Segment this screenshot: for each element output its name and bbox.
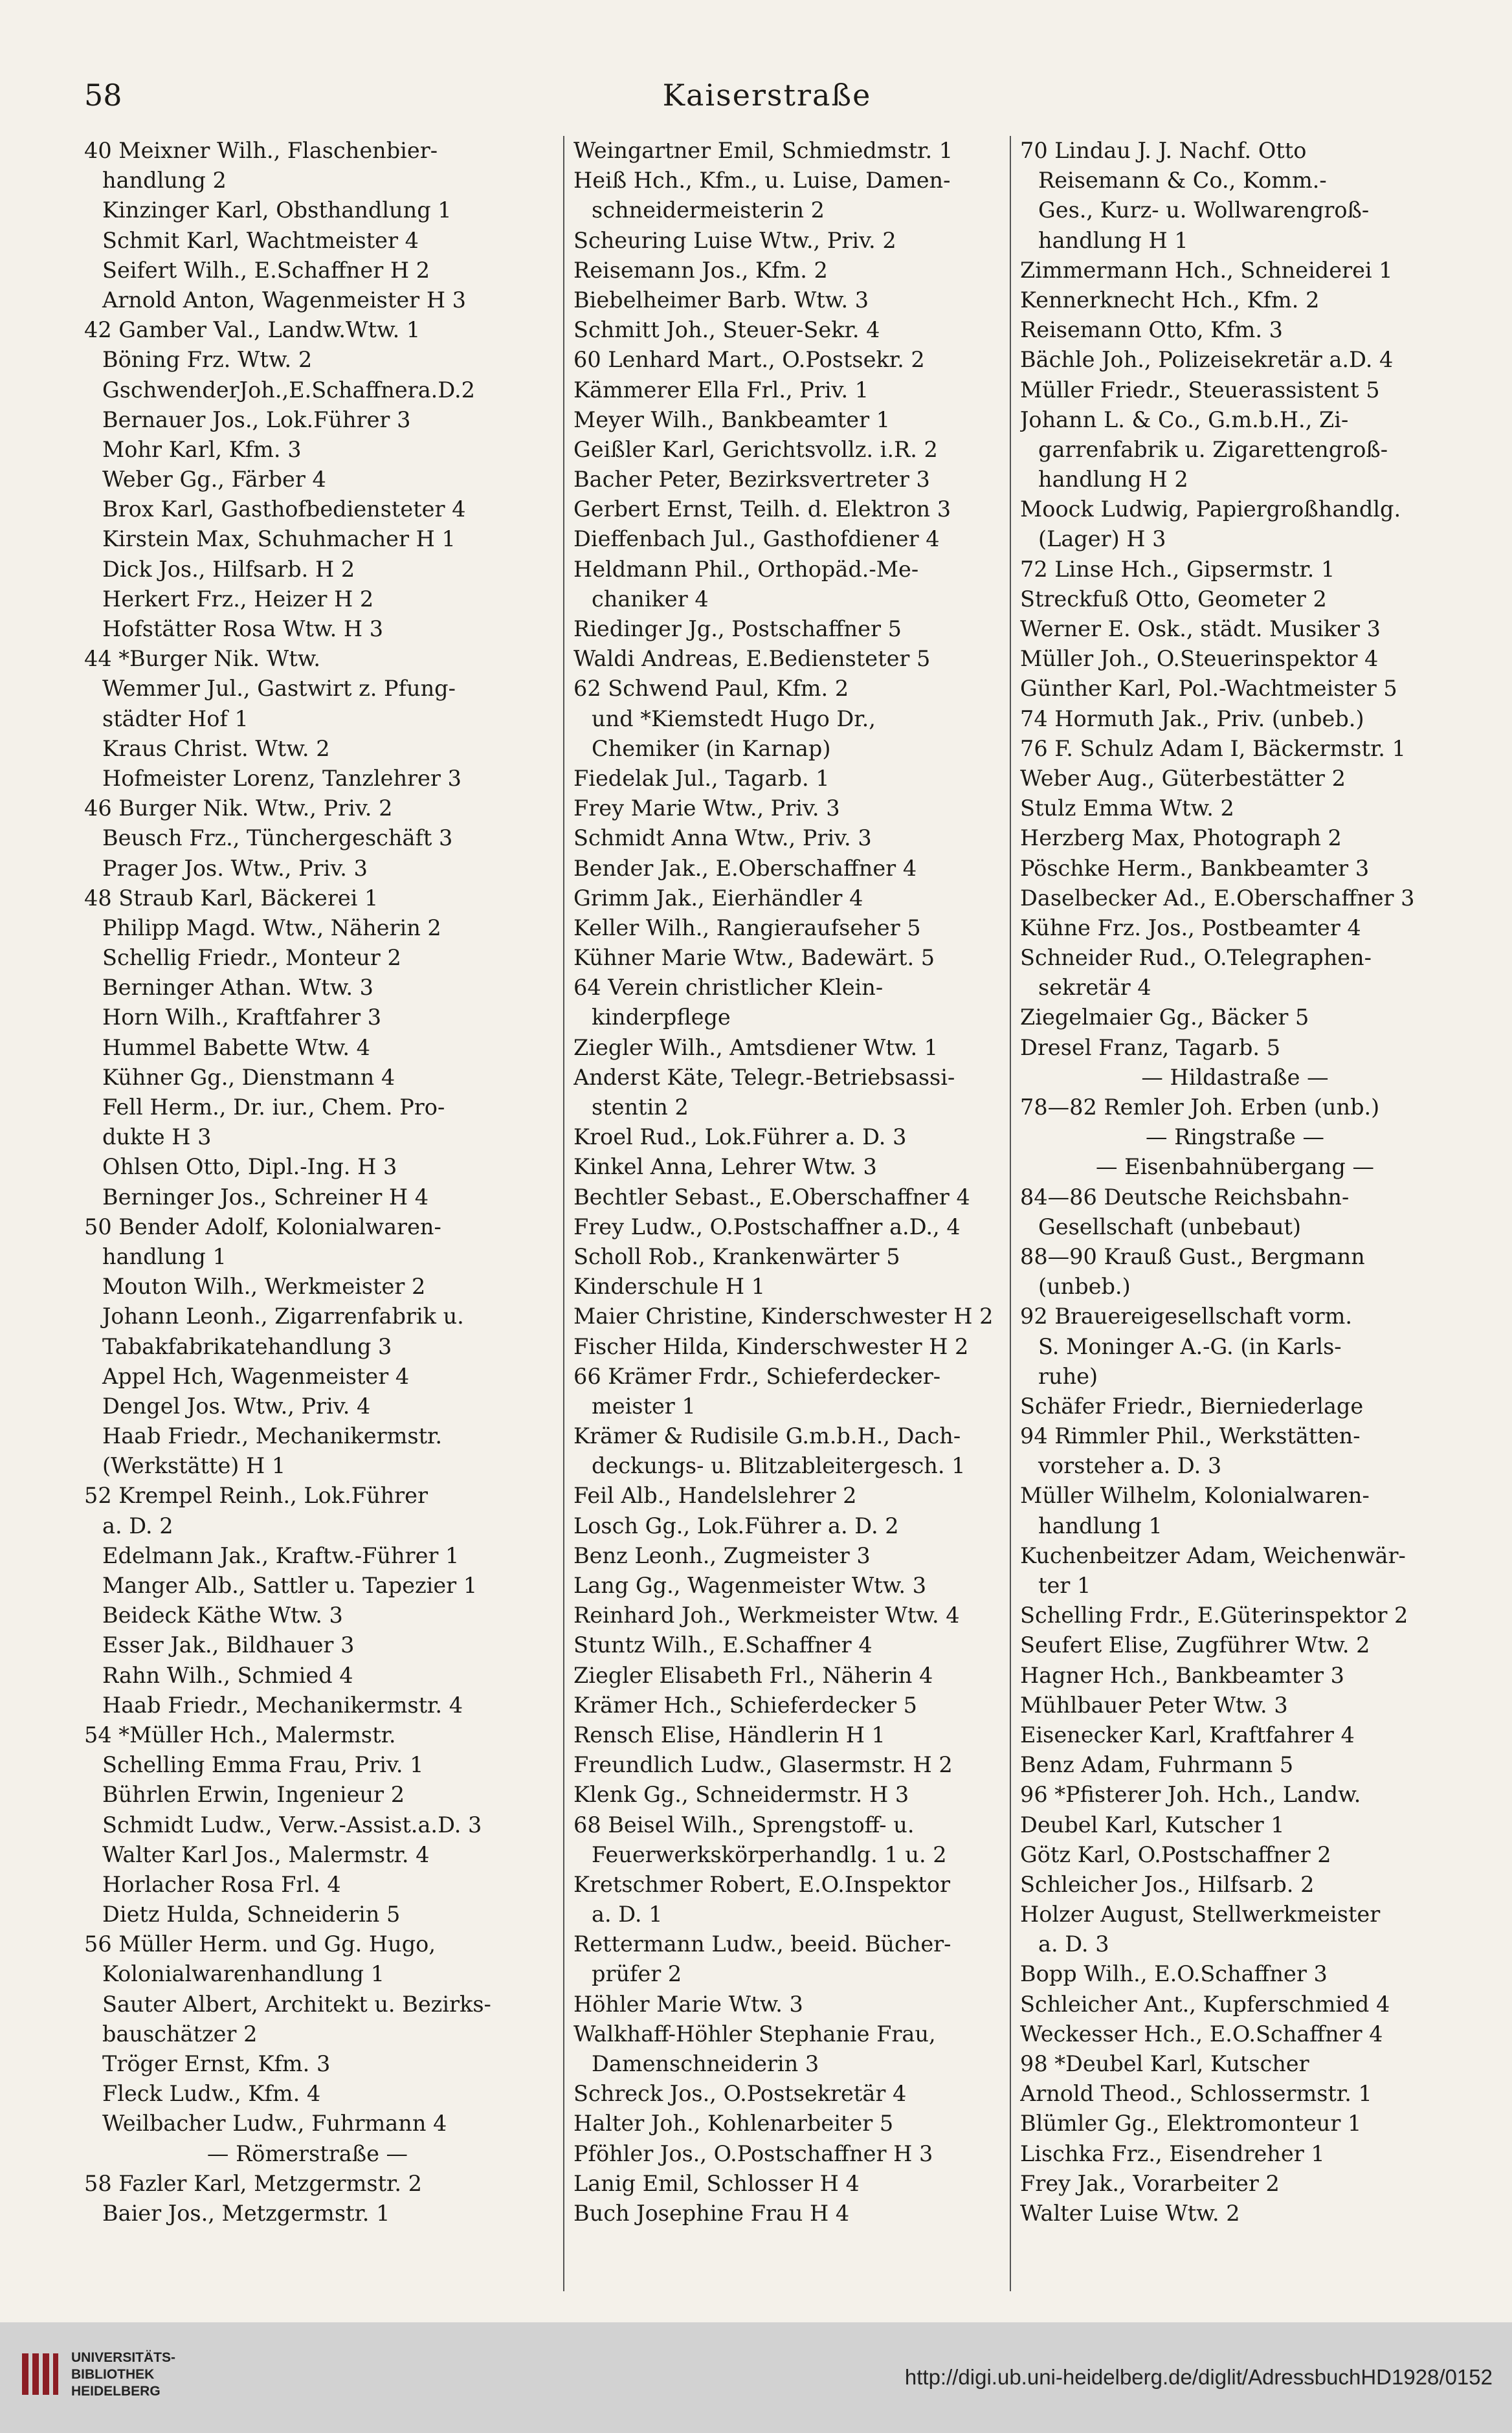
directory-entry: Müller Friedr., Steuerassistent 5	[1020, 377, 1380, 403]
directory-entry: Bührlen Erwin, Ingenieur 2	[102, 1782, 405, 1808]
directory-entry: 94 Rimmler Phil., Werkstätten-	[1020, 1423, 1361, 1449]
directory-entry: 64 Verein christlicher Klein-	[573, 975, 884, 1001]
directory-entry: Feuerwerkskörperhandlg. 1 u. 2	[592, 1841, 947, 1867]
directory-entry: 42 Gamber Val., Landw.Wtw. 1	[84, 317, 421, 343]
directory-entry: Haab Friedr., Mechanikermstr. 4	[102, 1692, 463, 1718]
directory-entry: Zimmermann Hch., Schneiderei 1	[1020, 257, 1393, 283]
directory-entry: Brox Karl, Gasthofbediensteter 4	[102, 496, 466, 522]
directory-entry: Krämer & Rudisile G.m.b.H., Dach-	[573, 1423, 961, 1449]
directory-entry: — Römerstraße —	[206, 2140, 408, 2166]
directory-entry: Kroel Rud., Lok.Führer a. D. 3	[573, 1124, 907, 1150]
directory-entry: Lischka Frz., Eisendreher 1	[1020, 2140, 1325, 2166]
directory-entry: Krämer Hch., Schieferdecker 5	[573, 1692, 917, 1718]
directory-entry: Müller Wilhelm, Kolonialwaren-	[1020, 1483, 1370, 1509]
directory-entry: 78—82 Remler Joh. Erben (unb.)	[1020, 1094, 1380, 1120]
directory-entry: Schelling Frdr., E.Güterinspektor 2	[1020, 1603, 1408, 1628]
running-head: Kaiserstraße	[662, 78, 872, 113]
directory-entry: Halter Joh., Kohlenarbeiter 5	[573, 2111, 894, 2137]
directory-entry: Schleicher Ant., Kupferschmied 4	[1020, 1991, 1390, 2017]
directory-entry: garrenfabrik u. Zigarettengroß-	[1038, 436, 1388, 462]
directory-entry: 96 *Pfisterer Joh. Hch., Landw.	[1020, 1782, 1361, 1808]
directory-entry: handlung 1	[102, 1243, 227, 1269]
column-2	[563, 136, 1010, 2291]
directory-entry: Haab Friedr., Mechanikermstr.	[102, 1423, 443, 1449]
directory-entry: Kühner Marie Wtw., Badewärt. 5	[573, 945, 935, 971]
directory-entry: Holzer August, Stellwerkmeister	[1020, 1902, 1381, 1928]
directory-entry: bauschätzer 2	[102, 2021, 258, 2047]
directory-entry: Lanig Emil, Schlosser H 4	[573, 2170, 860, 2196]
directory-entry: Reinhard Joh., Werkmeister Wtw. 4	[573, 1603, 960, 1628]
directory-entry: Frey Jak., Vorarbeiter 2	[1020, 2170, 1280, 2196]
directory-entry: Bechtler Sebast., E.Oberschaffner 4	[573, 1184, 970, 1210]
directory-entry: vorsteher a. D. 3	[1038, 1453, 1222, 1479]
directory-entry: handlung H 2	[1038, 467, 1188, 493]
column-1	[84, 136, 531, 2291]
directory-entry: Horn Wilh., Kraftfahrer 3	[102, 1005, 382, 1030]
directory-entry: Müller Joh., O.Steuerinspektor 4	[1020, 646, 1379, 672]
directory-entry: Kirstein Max, Schuhmacher H 1	[102, 526, 456, 552]
page-number: 58	[84, 78, 122, 113]
directory-entry: 84—86 Deutsche Reichsbahn-	[1020, 1184, 1350, 1210]
directory-entry: Johann Leonh., Zigarrenfabrik u.	[102, 1304, 464, 1329]
directory-entry: Hagner Hch., Bankbeamter 3	[1020, 1662, 1344, 1688]
directory-entry: 52 Krempel Reinh., Lok.Führer	[84, 1483, 428, 1509]
directory-entry: städter Hof 1	[102, 705, 249, 731]
directory-entry: a. D. 1	[592, 1902, 663, 1928]
directory-entry: Ziegelmaier Gg., Bäcker 5	[1020, 1005, 1309, 1030]
directory-entry: Dengel Jos. Wtw., Priv. 4	[102, 1393, 371, 1419]
directory-entry: Schleicher Jos., Hilfsarb. 2	[1020, 1871, 1315, 1897]
directory-entry: Kennerknecht Hch., Kfm. 2	[1020, 287, 1320, 313]
directory-entry: a. D. 3	[1038, 1931, 1109, 1957]
directory-entry: Mohr Karl, Kfm. 3	[102, 436, 302, 462]
directory-entry: Daselbecker Ad., E.Oberschaffner 3	[1020, 885, 1415, 911]
directory-entry: Kühne Frz. Jos., Postbeamter 4	[1020, 915, 1361, 940]
directory-entry: Schmidt Anna Wtw., Priv. 3	[573, 825, 872, 851]
directory-entry: Stuntz Wilh., E.Schaffner 4	[573, 1632, 873, 1658]
directory-entry: Keller Wilh., Rangieraufseher 5	[573, 915, 921, 940]
directory-entry: Bernauer Jos., Lok.Führer 3	[102, 406, 411, 432]
directory-entry: Kämmerer Ella Frl., Priv. 1	[573, 377, 869, 403]
directory-entry: Kinzinger Karl, Obsthandlung 1	[102, 197, 452, 223]
directory-entry: Mühlbauer Peter Wtw. 3	[1020, 1692, 1288, 1718]
directory-entry: Dieffenbach Jul., Gasthofdiener 4	[573, 526, 940, 552]
directory-entry: Anderst Käte, Telegr.-Betriebsassi-	[573, 1064, 955, 1090]
directory-entry: 44 *Burger Nik. Wtw.	[84, 646, 321, 672]
directory-entry: Geißler Karl, Gerichtsvollz. i.R. 2	[573, 436, 938, 462]
directory-entry: 72 Linse Hch., Gipsermstr. 1	[1020, 556, 1335, 582]
directory-entry: deckungs- u. Blitzableitergesch. 1	[592, 1453, 966, 1479]
directory-entry: — Ringstraße —	[1145, 1124, 1325, 1150]
directory-entry: Blümler Gg., Elektromonteur 1	[1020, 2111, 1362, 2137]
directory-entry: Götz Karl, O.Postschaffner 2	[1020, 1841, 1331, 1867]
directory-entry: sekretär 4	[1038, 975, 1151, 1001]
directory-entry: Riedinger Jg., Postschaffner 5	[573, 616, 902, 641]
directory-entry: Herkert Frz., Heizer H 2	[102, 586, 374, 612]
directory-entry: Kinkel Anna, Lehrer Wtw. 3	[573, 1154, 877, 1180]
directory-entry: stentin 2	[592, 1094, 689, 1120]
directory-entry: Schmitt Joh., Steuer-Sekr. 4	[573, 317, 880, 343]
directory-entry: 98 *Deubel Karl, Kutscher	[1020, 2051, 1309, 2076]
directory-entry: Maier Christine, Kinderschwester H 2	[573, 1304, 994, 1329]
directory-entry: 92 Brauereigesellschaft vorm.	[1020, 1304, 1353, 1329]
directory-entry: schneidermeisterin 2	[592, 197, 825, 223]
directory-entry: 60 Lenhard Mart., O.Postsekr. 2	[573, 347, 925, 373]
directory-entry: Appel Hch, Wagenmeister 4	[102, 1363, 410, 1389]
directory-entry: Fleck Ludw., Kfm. 4	[102, 2081, 321, 2107]
directory-entry: 76 F. Schulz Adam I, Bäckermstr. 1	[1020, 735, 1406, 761]
directory-entry: Manger Alb., Sattler u. Tapezier 1	[102, 1573, 478, 1598]
directory-entry: Streckfuß Otto, Geometer 2	[1020, 586, 1327, 612]
directory-entry: prüfer 2	[592, 1961, 682, 1987]
directory-entry: 40 Meixner Wilh., Flaschenbier-	[84, 138, 438, 163]
directory-entry: Benz Adam, Fuhrmann 5	[1020, 1752, 1294, 1778]
directory-entry: Walter Karl Jos., Malermstr. 4	[102, 1841, 430, 1867]
directory-entry: chaniker 4	[592, 586, 709, 612]
directory-entry: 58 Fazler Karl, Metzgermstr. 2	[84, 2170, 422, 2196]
directory-entry: Weilbacher Ludw., Fuhrmann 4	[102, 2111, 447, 2137]
directory-entry: Gerbert Ernst, Teilh. d. Elektron 3	[573, 496, 951, 522]
directory-entry: 50 Bender Adolf, Kolonialwaren-	[84, 1214, 441, 1239]
directory-entry: Höhler Marie Wtw. 3	[573, 1991, 803, 2017]
directory-entry: Bächle Joh., Polizeisekretär a.D. 4	[1020, 347, 1394, 373]
directory-entry: Gesellschaft (unbebaut)	[1038, 1214, 1302, 1239]
directory-entry: Pföhler Jos., O.Postschaffner H 3	[573, 2140, 933, 2166]
directory-entry: Biebelheimer Barb. Wtw. 3	[573, 287, 869, 313]
library-name-line: BIBLIOTHEK	[71, 2367, 155, 2382]
directory-entry: Hummel Babette Wtw. 4	[102, 1034, 370, 1060]
directory-entry: Wemmer Jul., Gastwirt z. Pfung-	[102, 676, 456, 702]
directory-entry: ruhe)	[1038, 1363, 1098, 1389]
directory-entry: Kühner Gg., Dienstmann 4	[102, 1064, 395, 1090]
directory-entry: Reisemann Otto, Kfm. 3	[1020, 317, 1283, 343]
directory-entry: Tröger Ernst, Kfm. 3	[102, 2051, 331, 2076]
directory-entry: ter 1	[1038, 1573, 1091, 1598]
directory-entry: Rettermann Ludw., beeid. Bücher-	[573, 1931, 951, 1957]
footer-bar	[0, 2322, 1512, 2433]
directory-columns	[84, 136, 1450, 2291]
directory-entry: Prager Jos. Wtw., Priv. 3	[102, 855, 368, 881]
directory-entry: Böning Frz. Wtw. 2	[102, 347, 313, 373]
directory-entry: Arnold Theod., Schlossermstr. 1	[1020, 2081, 1372, 2107]
directory-entry: Schmidt Ludw., Verw.-Assist.a.D. 3	[102, 1812, 482, 1838]
directory-entry: Horlacher Rosa Frl. 4	[102, 1871, 341, 1897]
directory-entry: Weingartner Emil, Schmiedmstr. 1	[573, 138, 953, 163]
directory-entry: S. Moninger A.-G. (in Karls-	[1038, 1333, 1342, 1359]
directory-entry: Schäfer Friedr., Bierniederlage	[1020, 1393, 1364, 1419]
directory-entry: Bacher Peter, Bezirksvertreter 3	[573, 467, 930, 493]
directory-entry: (Lager) H 3	[1038, 526, 1166, 552]
source-link[interactable]: http://digi.ub.uni-heidelberg.de/diglit/AdressbuchHD1928/0152	[904, 2365, 1493, 2389]
directory-entry: — Eisenbahnübergang —	[1096, 1154, 1374, 1180]
directory-entry: Beideck Käthe Wtw. 3	[102, 1603, 343, 1628]
directory-entry: Deubel Karl, Kutscher 1	[1020, 1812, 1285, 1838]
directory-entry: Reisemann & Co., Komm.-	[1038, 168, 1327, 194]
directory-entry: Bopp Wilh., E.O.Schaffner 3	[1020, 1961, 1328, 1987]
directory-entry: Scholl Rob., Krankenwärter 5	[573, 1243, 900, 1269]
directory-entry: Waldi Andreas, E.Bediensteter 5	[573, 646, 931, 672]
directory-entry: Esser Jak., Bildhauer 3	[102, 1632, 355, 1658]
directory-entry: Werner E. Osk., städt. Musiker 3	[1020, 616, 1381, 641]
directory-entry: 66 Krämer Frdr., Schieferdecker-	[573, 1363, 941, 1389]
directory-entry: 56 Müller Herm. und Gg. Hugo,	[84, 1931, 436, 1957]
directory-entry: Bender Jak., E.Oberschaffner 4	[573, 855, 917, 881]
directory-entry: Lang Gg., Wagenmeister Wtw. 3	[573, 1573, 927, 1598]
directory-entry: Scheuring Luise Wtw., Priv. 2	[573, 227, 896, 253]
directory-entry: Grimm Jak., Eierhändler 4	[573, 885, 863, 911]
directory-entry: Seifert Wilh., E.Schaffner H 2	[102, 257, 430, 283]
directory-entry: Kinderschule H 1	[573, 1274, 766, 1300]
directory-entry: 68 Beisel Wilh., Sprengstoff- u.	[573, 1812, 915, 1838]
directory-entry: Ohlsen Otto, Dipl.-Ing. H 3	[102, 1154, 397, 1180]
directory-entry: Stulz Emma Wtw. 2	[1020, 795, 1234, 821]
directory-entry: Schelling Emma Frau, Priv. 1	[102, 1752, 424, 1778]
directory-entry: Heiß Hch., Kfm., u. Luise, Damen-	[573, 168, 951, 194]
directory-entry: Rahn Wilh., Schmied 4	[102, 1662, 353, 1688]
directory-entry: Dresel Franz, Tagarb. 5	[1020, 1034, 1281, 1060]
directory-entry: Freundlich Ludw., Glasermstr. H 2	[573, 1752, 953, 1778]
directory-entry: Philipp Magd. Wtw., Näherin 2	[102, 915, 441, 940]
directory-entry: Edelmann Jak., Kraftw.-Führer 1	[102, 1542, 460, 1568]
directory-entry: Kretschmer Robert, E.O.Inspektor	[573, 1871, 951, 1897]
directory-entry: a. D. 2	[102, 1513, 173, 1539]
directory-entry: Weckesser Hch., E.O.Schaffner 4	[1020, 2021, 1383, 2047]
directory-entry: Heldmann Phil., Orthopäd.-Me-	[573, 556, 919, 582]
directory-entry: Fiedelak Jul., Tagarb. 1	[573, 765, 830, 791]
directory-entry: (Werkstätte) H 1	[102, 1453, 286, 1479]
directory-entry: Tabakfabrikatehandlung 3	[102, 1333, 392, 1359]
library-name-line: HEIDELBERG	[71, 2384, 161, 2399]
directory-entry: Frey Ludw., O.Postschaffner a.D., 4	[573, 1214, 961, 1239]
directory-entry: Walkhaff-Höhler Stephanie Frau,	[573, 2021, 936, 2047]
directory-entry: kinderpflege	[592, 1005, 731, 1030]
directory-entry: Schreck Jos., O.Postsekretär 4	[573, 2081, 907, 2107]
directory-entry: Frey Marie Wtw., Priv. 3	[573, 795, 840, 821]
directory-entry: Rensch Elise, Händlerin H 1	[573, 1722, 885, 1748]
directory-entry: 74 Hormuth Jak., Priv. (unbeb.)	[1020, 705, 1364, 731]
directory-entry: Ziegler Wilh., Amtsdiener Wtw. 1	[573, 1034, 939, 1060]
directory-entry: Losch Gg., Lok.Führer a. D. 2	[573, 1513, 899, 1539]
directory-entry: Benz Leonh., Zugmeister 3	[573, 1542, 871, 1568]
directory-entry: Baier Jos., Metzgermstr. 1	[102, 2200, 390, 2226]
directory-entry: Ziegler Elisabeth Frl., Näherin 4	[573, 1662, 933, 1688]
directory-entry: (unbeb.)	[1038, 1274, 1131, 1300]
directory-entry: Fischer Hilda, Kinderschwester H 2	[573, 1333, 969, 1359]
directory-entry: Fell Herm., Dr. iur., Chem. Pro-	[102, 1094, 445, 1120]
directory-entry: handlung 1	[1038, 1513, 1162, 1539]
directory-entry: Günther Karl, Pol.-Wachtmeister 5	[1020, 676, 1397, 702]
directory-entry: Hofstätter Rosa Wtw. H 3	[102, 616, 384, 641]
directory-entry: Mouton Wilh., Werkmeister 2	[102, 1274, 426, 1300]
directory-entry: handlung H 1	[1038, 227, 1188, 253]
directory-entry: Sauter Albert, Architekt u. Bezirks-	[102, 1991, 491, 2017]
directory-entry: Feil Alb., Handelslehrer 2	[573, 1483, 857, 1509]
directory-entry: Ges., Kurz- u. Wollwarengroß-	[1038, 197, 1370, 223]
directory-entry: Walter Luise Wtw. 2	[1020, 2200, 1240, 2226]
directory-entry: Moock Ludwig, Papiergroßhandlg.	[1020, 496, 1401, 522]
directory-entry: Schneider Rud., O.Telegraphen-	[1020, 945, 1372, 971]
directory-entry: Kolonialwarenhandlung 1	[102, 1961, 385, 1987]
directory-entry: Johann L. & Co., G.m.b.H., Zi-	[1020, 406, 1349, 432]
directory-entry: und *Kiemstedt Hugo Dr.,	[592, 705, 876, 731]
directory-entry: — Hildastraße —	[1141, 1064, 1329, 1090]
directory-entry: 62 Schwend Paul, Kfm. 2	[573, 676, 849, 702]
directory-entry: Chemiker (in Karnap)	[592, 735, 831, 761]
directory-entry: 70 Lindau J. J. Nachf. Otto	[1020, 138, 1307, 163]
directory-entry: Buch Josephine Frau H 4	[573, 2200, 850, 2226]
directory-entry: Pöschke Herm., Bankbeamter 3	[1020, 855, 1370, 881]
column-3	[1010, 136, 1450, 2291]
directory-entry: GschwenderJoh.,E.Schaffnera.D.2	[102, 377, 475, 403]
directory-entry: Schellig Friedr., Monteur 2	[102, 945, 401, 971]
directory-entry: Seufert Elise, Zugführer Wtw. 2	[1020, 1632, 1370, 1658]
directory-entry: Kraus Christ. Wtw. 2	[102, 735, 330, 761]
directory-entry: Schmit Karl, Wachtmeister 4	[102, 227, 419, 253]
directory-entry: 48 Straub Karl, Bäckerei 1	[84, 885, 379, 911]
directory-entry: Weber Gg., Färber 4	[102, 467, 326, 493]
directory-entry: Berninger Jos., Schreiner H 4	[102, 1184, 429, 1210]
directory-entry: Meyer Wilh., Bankbeamter 1	[573, 406, 891, 432]
directory-entry: 46 Burger Nik. Wtw., Priv. 2	[84, 795, 393, 821]
library-logo-icon	[19, 2350, 61, 2399]
page-header	[84, 78, 1450, 117]
directory-entry: Weber Aug., Güterbestätter 2	[1020, 765, 1346, 791]
directory-entry: Hofmeister Lorenz, Tanzlehrer 3	[102, 765, 461, 791]
directory-entry: handlung 2	[102, 168, 227, 194]
directory-entry: Damenschneiderin 3	[592, 2051, 819, 2076]
directory-entry: Berninger Athan. Wtw. 3	[102, 975, 373, 1001]
directory-entry: Dietz Hulda, Schneiderin 5	[102, 1902, 401, 1928]
directory-entry: Herzberg Max, Photograph 2	[1020, 825, 1342, 851]
directory-entry: Reisemann Jos., Kfm. 2	[573, 257, 828, 283]
library-name-line: UNIVERSITÄTS-	[71, 2350, 176, 2365]
directory-entry: Arnold Anton, Wagenmeister H 3	[102, 287, 466, 313]
directory-entry: 88—90 Krauß Gust., Bergmann	[1020, 1243, 1365, 1269]
directory-entry: dukte H 3	[102, 1124, 212, 1150]
directory-entry: Dick Jos., Hilfsarb. H 2	[102, 556, 355, 582]
directory-entry: Eisenecker Karl, Kraftfahrer 4	[1020, 1722, 1355, 1748]
directory-entry: Klenk Gg., Schneidermstr. H 3	[573, 1782, 909, 1808]
library-name	[71, 2350, 175, 2400]
directory-entry: meister 1	[592, 1393, 696, 1419]
directory-entry: Beusch Frz., Tünchergeschäft 3	[102, 825, 453, 851]
directory-entry: 54 *Müller Hch., Malermstr.	[84, 1722, 396, 1748]
directory-entry: Kuchenbeitzer Adam, Weichenwär-	[1020, 1542, 1406, 1568]
